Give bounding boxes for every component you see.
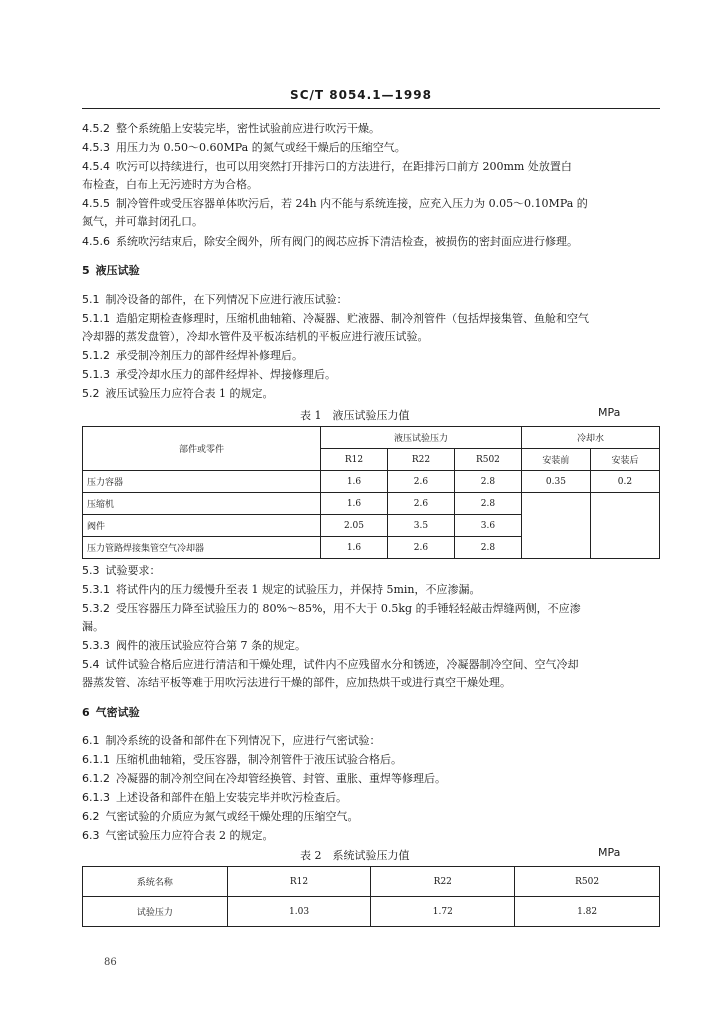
hydraulic-test-pressure-table — [82, 426, 660, 559]
clause-text: 漏。 — [82, 620, 104, 633]
text-line — [82, 602, 581, 616]
table-cell: 压力容器 — [83, 471, 321, 493]
clause-number: 6.1.1 — [82, 753, 110, 766]
clause-text: 气密试验压力应符合表 2 的规定。 — [105, 829, 274, 842]
clause-number: 6.1 — [82, 734, 100, 747]
clause-number: 6.1.2 — [82, 772, 110, 785]
table-cell — [521, 493, 590, 559]
clause-number: 5.3.3 — [82, 639, 110, 652]
clause-number: 6 — [82, 706, 90, 719]
text-line — [82, 810, 359, 824]
text-line — [82, 312, 589, 326]
text-line — [82, 791, 347, 805]
clause-number: 6.2 — [82, 810, 100, 823]
table2-header-r502: R502 — [515, 867, 660, 897]
clause-number: 4.5.2 — [82, 122, 110, 135]
table-cell: 3.5 — [387, 515, 454, 537]
text-line — [82, 772, 446, 786]
clause-text: 用压力为 0.50～0.60MPa 的氮气或经干燥后的压缩空气。 — [116, 141, 406, 154]
table1-unit: MPa — [598, 406, 621, 419]
text-line — [82, 829, 274, 843]
clause-text: 器蒸发管、冻结平板等难于用吹污法进行干燥的部件，应加热烘干或进行真空干燥处理。 — [82, 676, 511, 689]
clause-text: 液压试验 — [95, 264, 140, 277]
system-test-pressure-table — [82, 866, 660, 927]
text-line — [82, 583, 481, 597]
text-line — [82, 160, 572, 174]
clause-text: 布检查，白布上无污迹时方为合格。 — [82, 178, 258, 191]
table-cell: 2.8 — [454, 537, 521, 559]
table1-header-part: 部件或零件 — [83, 427, 321, 471]
table1-header-water: 冷却水 — [521, 427, 659, 449]
table-row — [83, 493, 660, 515]
table-cell: 1.6 — [321, 471, 388, 493]
clause-text: 将试件内的压力缓慢升至表 1 规定的试验压力，并保持 5min，不应渗漏。 — [116, 583, 481, 596]
text-line — [82, 215, 203, 229]
clause-number: 5.3 — [82, 564, 100, 577]
table-cell: 压力管路焊接集管空气冷却器 — [83, 537, 321, 559]
text-line — [82, 330, 429, 344]
clause-text: 冷凝器的制冷剂空间在冷却管经换管、封管、重胀、重焊等修理后。 — [116, 772, 446, 785]
table-cell: 2.8 — [454, 493, 521, 515]
table2-header-system: 系统名称 — [83, 867, 228, 897]
table2-header-r22: R22 — [371, 867, 515, 897]
table-cell: 2.8 — [454, 471, 521, 493]
clause-text: 承受制冷剂压力的部件经焊补修理后。 — [116, 349, 303, 362]
clause-text: 试验要求： — [105, 564, 161, 577]
text-line — [82, 564, 161, 578]
table1-sub-after: 安装后 — [590, 449, 659, 471]
page-number: 86 — [104, 957, 117, 968]
clause-number: 5.1.1 — [82, 312, 110, 325]
table-cell: 1.6 — [321, 493, 388, 515]
clause-text: 冷却器的蒸发盘管），冷却水管件及平板冻结机的平板应进行液压试验。 — [82, 330, 429, 343]
clause-text: 液压试验压力应符合表 1 的规定。 — [105, 387, 274, 400]
table1-sub-r502: R502 — [454, 449, 521, 471]
text-line — [82, 349, 303, 363]
clause-text: 造船定期检查修理时，压缩机曲轴箱、冷凝器、贮液器、制冷剂管件（包括焊接集管、鱼舱和空气 — [116, 312, 589, 325]
header-rule — [82, 108, 660, 109]
table2-header-r12: R12 — [227, 867, 371, 897]
table-cell: 0.2 — [590, 471, 659, 493]
table-cell: 0.35 — [521, 471, 590, 493]
text-line — [82, 753, 402, 767]
text-line — [82, 197, 588, 211]
text-line — [82, 293, 348, 307]
clause-number: 5.2 — [82, 387, 100, 400]
clause-text: 试件试验合格后应进行清洁和干燥处理，试件内不应残留水分和锈迹，冷凝器制冷空间、空气冷却 — [105, 658, 579, 671]
text-line — [82, 734, 381, 748]
table-cell: 2.6 — [387, 471, 454, 493]
clause-number: 4.5.4 — [82, 160, 110, 173]
clause-text: 制冷设备的部件，在下列情况下应进行液压试验： — [105, 293, 348, 306]
table1-caption: 表 1 液压试验压力值 — [300, 409, 410, 422]
clause-text: 制冷管件或受压容器单体吹污后，若 24h 内不能与系统连接，应充入压力为 0.05～0.10MPa 的 — [116, 197, 588, 210]
table-cell: 试验压力 — [83, 897, 228, 927]
table1-sub-r12: R12 — [321, 449, 388, 471]
table1-header-hydraulic: 液压试验压力 — [321, 427, 522, 449]
text-line — [82, 141, 406, 155]
table-row — [83, 471, 660, 493]
clause-text: 系统吹污结束后，除安全阀外，所有阀门的阀芯应拆下清洁检查，被损伤的密封面应进行修理。 — [116, 235, 578, 248]
clause-text: 上述设备和部件在船上安装完毕并吹污检查后。 — [116, 791, 347, 804]
table-cell: 1.72 — [371, 897, 515, 927]
table-cell: 2.6 — [387, 537, 454, 559]
table-cell: 2.05 — [321, 515, 388, 537]
text-line — [82, 264, 140, 278]
clause-number: 6.3 — [82, 829, 100, 842]
table-cell — [590, 493, 659, 559]
clause-text: 整个系统船上安装完毕，密性试验前应进行吹污干燥。 — [116, 122, 380, 135]
text-line — [82, 387, 274, 401]
clause-number: 4.5.6 — [82, 235, 110, 248]
text-line — [82, 235, 578, 249]
table-cell: 1.03 — [227, 897, 371, 927]
clause-number: 5 — [82, 264, 90, 277]
table1-sub-before: 安装前 — [521, 449, 590, 471]
clause-text: 吹污可以持续进行，也可以用突然打开排污口的方法进行，在距排污口前方 200mm 处放置白 — [116, 160, 572, 173]
table2-unit: MPa — [598, 846, 621, 859]
clause-text: 受压容器压力降至试验压力的 80%～85%，用不大于 0.5kg 的手锤轻轻敲击焊缝两侧，不应渗 — [116, 602, 581, 615]
clause-text: 气密试验的介质应为氮气或经干燥处理的压缩空气。 — [105, 810, 359, 823]
clause-text: 气密试验 — [95, 706, 140, 719]
text-line — [82, 706, 140, 720]
clause-number: 5.1.3 — [82, 368, 110, 381]
clause-number: 6.1.3 — [82, 791, 110, 804]
clause-number: 4.5.3 — [82, 141, 110, 154]
table-row — [83, 897, 660, 927]
text-line — [82, 122, 380, 136]
text-line — [82, 178, 258, 192]
table-cell: 1.82 — [515, 897, 660, 927]
text-line — [82, 676, 511, 690]
document-header: SC/T 8054.1—1998 — [290, 88, 432, 102]
clause-number: 5.1 — [82, 293, 100, 306]
text-line — [82, 658, 579, 672]
text-line — [82, 368, 336, 382]
table2-caption: 表 2 系统试验压力值 — [300, 849, 410, 862]
clause-number: 4.5.5 — [82, 197, 110, 210]
text-line — [82, 639, 306, 653]
clause-text: 阀件的液压试验应符合第 7 条的规定。 — [116, 639, 306, 652]
table-cell: 阀件 — [83, 515, 321, 537]
table-cell: 压缩机 — [83, 493, 321, 515]
clause-number: 5.4 — [82, 658, 100, 671]
clause-text: 承受冷却水压力的部件经焊补、焊接修理后。 — [116, 368, 336, 381]
table-cell: 1.6 — [321, 537, 388, 559]
clause-text: 制冷系统的设备和部件在下列情况下，应进行气密试验： — [105, 734, 381, 747]
clause-number: 5.1.2 — [82, 349, 110, 362]
text-line — [82, 620, 104, 634]
clause-text: 氮气，并可靠封闭孔口。 — [82, 215, 203, 228]
table1-sub-r22: R22 — [387, 449, 454, 471]
clause-number: 5.3.1 — [82, 583, 110, 596]
clause-text: 压缩机曲轴箱，受压容器，制冷剂管件于液压试验合格后。 — [116, 753, 402, 766]
table-cell: 3.6 — [454, 515, 521, 537]
clause-number: 5.3.2 — [82, 602, 110, 615]
table-cell: 2.6 — [387, 493, 454, 515]
